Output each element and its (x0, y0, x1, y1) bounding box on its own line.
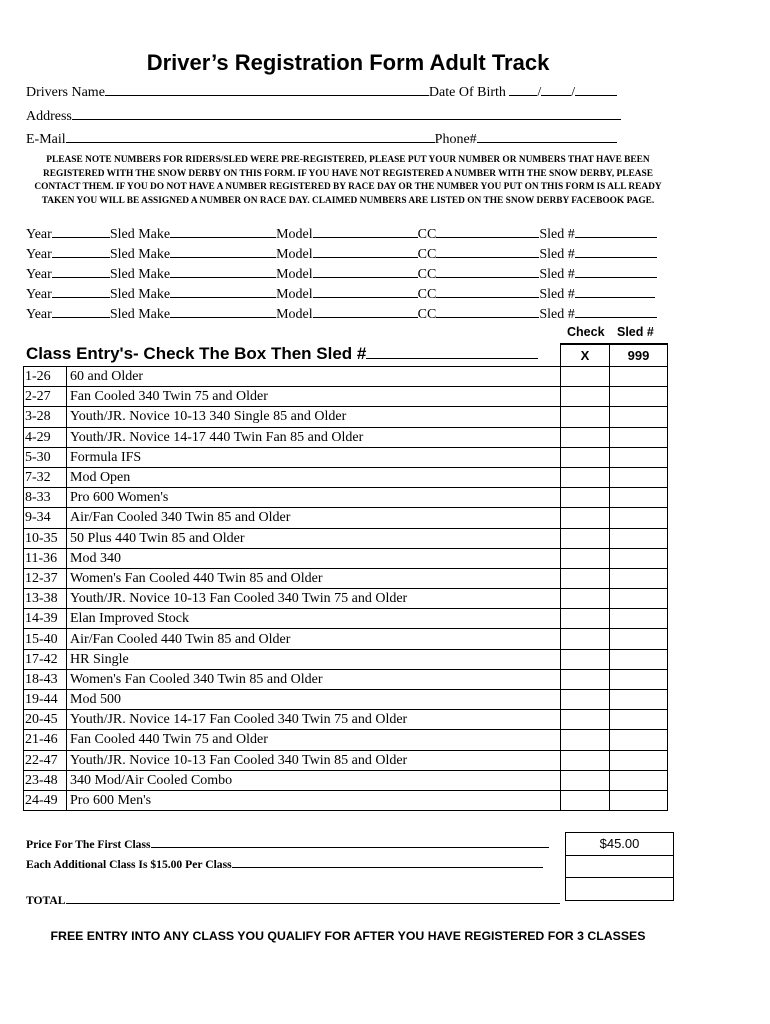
class-code: 20-45 (24, 710, 67, 730)
class-name: Youth/JR. Novice 10-13 Fan Cooled 340 Twin 75 and Older (67, 589, 561, 609)
class-sled-number-field[interactable] (610, 669, 668, 689)
example-sled-number: 999 (610, 344, 668, 367)
class-sled-number-field[interactable] (610, 730, 668, 750)
first-class-price-label: Price For The First Class (26, 838, 151, 851)
class-check-box[interactable] (561, 750, 610, 770)
sled-cc-field[interactable] (436, 265, 539, 278)
sled-number-field[interactable] (575, 225, 657, 238)
class-sled-number-field[interactable] (610, 770, 668, 790)
sled-make-label: Sled Make (109, 307, 171, 322)
sled-number-column-header: Sled # (617, 325, 654, 339)
class-code: 11-36 (24, 548, 67, 568)
sled-year-label: Year (26, 307, 52, 322)
additional-class-line (232, 857, 543, 868)
dob-separator: / (571, 85, 576, 100)
class-name: HR Single (67, 649, 561, 669)
class-row (24, 548, 668, 568)
example-check-mark: X (561, 344, 610, 367)
class-name: Formula IFS (67, 447, 561, 467)
class-check-box[interactable] (561, 710, 610, 730)
class-name: Air/Fan Cooled 440 Twin 85 and Older (67, 629, 561, 649)
class-code: 13-38 (24, 589, 67, 609)
check-column-header: Check (567, 325, 605, 339)
sled-make-field[interactable] (170, 285, 276, 298)
sled-model-field[interactable] (313, 245, 418, 258)
class-row (24, 649, 668, 669)
first-class-price-line (151, 837, 549, 848)
class-sled-number-field[interactable] (610, 467, 668, 487)
sled-info-row (26, 285, 655, 305)
address-field[interactable] (72, 107, 621, 120)
sled-number-label: Sled # (539, 307, 575, 322)
class-sled-number-field[interactable] (610, 427, 668, 447)
sled-number-field[interactable] (575, 265, 657, 278)
class-name: Youth/JR. Novice 14-17 Fan Cooled 340 Twin 75 and Older (67, 710, 561, 730)
sled-info-row (26, 265, 657, 285)
class-row (24, 387, 668, 407)
class-row (24, 669, 668, 689)
sled-model-label: Model (276, 227, 313, 242)
price-box (565, 832, 674, 901)
sled-model-label: Model (276, 287, 313, 302)
class-row (24, 589, 668, 609)
sled-cc-label: CC (417, 227, 437, 242)
class-row (24, 770, 668, 790)
class-check-box[interactable] (561, 447, 610, 467)
sled-model-field[interactable] (313, 225, 418, 238)
sled-year-field[interactable] (52, 285, 110, 298)
sled-cc-label: CC (417, 287, 437, 302)
sled-make-label: Sled Make (109, 227, 171, 242)
class-sled-number-field[interactable] (610, 790, 668, 810)
first-class-price-value: $45.00 (566, 833, 674, 856)
email-row (26, 130, 617, 148)
dob-year-field[interactable] (575, 83, 617, 96)
class-sled-number-field[interactable] (610, 508, 668, 528)
class-code: 4-29 (24, 427, 67, 447)
sled-number-label: Sled # (539, 287, 575, 302)
total-line (66, 893, 560, 904)
sled-year-label: Year (26, 227, 52, 242)
class-code: 2-27 (24, 387, 67, 407)
class-code: 3-28 (24, 407, 67, 427)
class-code: 17-42 (24, 649, 67, 669)
sled-cc-label: CC (417, 307, 437, 322)
drivers-name-label: Drivers Name (26, 85, 105, 100)
class-check-box[interactable] (561, 730, 610, 750)
sled-number-field[interactable] (575, 245, 657, 258)
sled-number-label: Sled # (539, 267, 575, 282)
class-row (24, 488, 668, 508)
dob-separator: / (537, 85, 542, 100)
class-name: Women's Fan Cooled 340 Twin 85 and Older (67, 669, 561, 689)
total-label: TOTAL (26, 894, 66, 907)
additional-class-amount-field[interactable] (566, 855, 674, 878)
sled-year-label: Year (26, 247, 52, 262)
class-sled-number-field[interactable] (610, 528, 668, 548)
sled-cc-field[interactable] (436, 285, 539, 298)
sled-make-field[interactable] (170, 225, 276, 238)
class-code: 5-30 (24, 447, 67, 467)
sled-cc-label: CC (417, 247, 437, 262)
sled-model-label: Model (276, 247, 313, 262)
sled-year-field[interactable] (52, 305, 110, 318)
class-entry-table (23, 343, 668, 811)
class-row (24, 710, 668, 730)
class-row (24, 790, 668, 810)
email-field[interactable] (66, 130, 435, 143)
class-check-box[interactable] (561, 770, 610, 790)
phone-field[interactable] (477, 130, 617, 143)
additional-class-row (26, 857, 543, 871)
first-class-price-row (26, 837, 549, 851)
class-sled-number-field[interactable] (610, 609, 668, 629)
class-row (24, 629, 668, 649)
class-row (24, 407, 668, 427)
class-check-box[interactable] (561, 528, 610, 548)
class-check-box[interactable] (561, 790, 610, 810)
sled-year-label: Year (26, 287, 52, 302)
sled-number-label: Sled # (539, 227, 575, 242)
class-row (24, 467, 668, 487)
sled-cc-field[interactable] (436, 305, 539, 318)
sled-model-label: Model (276, 307, 313, 322)
phone-label: Phone# (434, 132, 477, 147)
class-name: Fan Cooled 440 Twin 75 and Older (67, 730, 561, 750)
sled-info-row (26, 305, 657, 325)
class-code: 9-34 (24, 508, 67, 528)
sled-make-label: Sled Make (109, 287, 171, 302)
class-name: Women's Fan Cooled 440 Twin 85 and Older (67, 568, 561, 588)
class-name: Elan Improved Stock (67, 609, 561, 629)
class-code: 22-47 (24, 750, 67, 770)
class-code: 14-39 (24, 609, 67, 629)
sled-make-field[interactable] (170, 245, 276, 258)
class-row (24, 730, 668, 750)
sled-make-label: Sled Make (109, 267, 171, 282)
example-row (24, 344, 668, 367)
dob-month-field[interactable] (509, 83, 537, 96)
class-sled-number-field[interactable] (610, 649, 668, 669)
class-row (24, 447, 668, 467)
date-of-birth-label: Date Of Birth (428, 85, 506, 100)
class-sled-number-field[interactable] (610, 367, 668, 387)
class-row (24, 508, 668, 528)
dob-day-field[interactable] (541, 83, 571, 96)
class-row (24, 750, 668, 770)
class-check-box[interactable] (561, 548, 610, 568)
sled-make-field[interactable] (170, 265, 276, 278)
sled-year-field[interactable] (52, 265, 110, 278)
sled-year-field[interactable] (52, 225, 110, 238)
class-check-box[interactable] (561, 488, 610, 508)
sled-cc-field[interactable] (436, 225, 539, 238)
class-sled-number-field[interactable] (610, 568, 668, 588)
class-name: Fan Cooled 340 Twin 75 and Older (67, 387, 561, 407)
sled-info-row (26, 225, 657, 245)
class-check-box[interactable] (561, 649, 610, 669)
total-amount-field[interactable] (566, 878, 674, 901)
sled-make-field[interactable] (170, 305, 276, 318)
class-sled-number-field[interactable] (610, 387, 668, 407)
class-check-box[interactable] (561, 589, 610, 609)
class-name: Mod Open (67, 467, 561, 487)
class-row (24, 528, 668, 548)
class-code: 23-48 (24, 770, 67, 790)
class-check-box[interactable] (561, 629, 610, 649)
class-name: Mod 340 (67, 548, 561, 568)
class-name: Pro 600 Men's (67, 790, 561, 810)
email-label: E-Mail (26, 132, 66, 147)
total-row (26, 893, 560, 907)
class-row (24, 690, 668, 710)
registration-notice: PLEASE NOTE NUMBERS FOR RIDERS/SLED WERE PRE-REGISTERED, PLEASE PUT YOUR NUMBER OR NUMBERS THAT HAVE BEEN REGISTERED WITH THE SNOW DERBY ON THIS FORM. IF YOU HAVE NOT REGISTERED A NUMBER WITH THE SNOW DERBY, PLEASE CONTACT THEM. IF YOU DO NOT HAVE A NUMBER REGISTERED BY RACE DAY OR THE NUMBER YOU PUT ON THIS FORM IS ALL READY TAKEN YOU WILL BE ASSIGNED A NUMBER ON RACE DAY. CLAIMED NUMBERS ARE LISTED ON THE SNOW DERBY FACEBOOK PAGE. (34, 155, 662, 206)
sled-cc-label: CC (417, 267, 437, 282)
sled-number-field[interactable] (575, 305, 657, 318)
class-name: Pro 600 Women's (67, 488, 561, 508)
class-name: 60 and Older (67, 367, 561, 387)
class-row (24, 367, 668, 387)
drivers-name-field[interactable] (105, 83, 429, 96)
class-check-box[interactable] (561, 367, 610, 387)
form-title: Driver’s Registration Form Adult Track (146, 50, 550, 75)
class-sled-number-field[interactable] (610, 407, 668, 427)
sled-model-field[interactable] (313, 285, 418, 298)
class-check-box[interactable] (561, 407, 610, 427)
heading-spacer-cell (24, 344, 561, 367)
address-row (26, 107, 621, 125)
sled-make-label: Sled Make (109, 247, 171, 262)
class-sled-number-field[interactable] (610, 750, 668, 770)
class-check-box[interactable] (561, 427, 610, 447)
class-code: 1-26 (24, 367, 67, 387)
class-code: 7-32 (24, 467, 67, 487)
free-entry-note: FREE ENTRY INTO ANY CLASS YOU QUALIFY FOR AFTER YOU HAVE REGISTERED FOR 3 CLASSES (50, 929, 646, 943)
class-name: Air/Fan Cooled 340 Twin 85 and Older (67, 508, 561, 528)
sled-number-field[interactable] (575, 285, 655, 298)
class-check-box[interactable] (561, 387, 610, 407)
sled-year-field[interactable] (52, 245, 110, 258)
class-sled-number-field[interactable] (610, 690, 668, 710)
sled-model-field[interactable] (313, 305, 418, 318)
class-check-box[interactable] (561, 508, 610, 528)
class-code: 15-40 (24, 629, 67, 649)
class-row (24, 568, 668, 588)
class-check-box[interactable] (561, 690, 610, 710)
sled-number-label: Sled # (539, 247, 575, 262)
class-check-box[interactable] (561, 609, 610, 629)
class-name: Mod 500 (67, 690, 561, 710)
class-name: 340 Mod/Air Cooled Combo (67, 770, 561, 790)
class-name: Youth/JR. Novice 14-17 440 Twin Fan 85 and Older (67, 427, 561, 447)
sled-year-label: Year (26, 267, 52, 282)
sled-model-label: Model (276, 267, 313, 282)
address-label: Address (26, 109, 72, 124)
class-name: Youth/JR. Novice 10-13 340 Single 85 and Older (67, 407, 561, 427)
class-entry-heading-text: Class Entry's- Check The Box Then Sled # (26, 344, 367, 363)
class-code: 8-33 (24, 488, 67, 508)
class-code: 21-46 (24, 730, 67, 750)
class-sled-number-field[interactable] (610, 710, 668, 730)
class-code: 24-49 (24, 790, 67, 810)
drivers-name-row (26, 83, 617, 101)
sled-cc-field[interactable] (436, 245, 539, 258)
class-code: 19-44 (24, 690, 67, 710)
additional-class-label: Each Additional Class Is $15.00 Per Class (26, 858, 232, 871)
class-check-box[interactable] (561, 669, 610, 689)
class-row (24, 609, 668, 629)
class-code: 10-35 (24, 528, 67, 548)
class-sled-number-field[interactable] (610, 488, 668, 508)
class-check-box[interactable] (561, 467, 610, 487)
class-code: 12-37 (24, 568, 67, 588)
class-sled-number-field[interactable] (610, 589, 668, 609)
sled-info-row (26, 245, 657, 265)
class-code: 18-43 (24, 669, 67, 689)
class-sled-number-field[interactable] (610, 447, 668, 467)
class-name: 50 Plus 440 Twin 85 and Older (67, 528, 561, 548)
sled-model-field[interactable] (313, 265, 418, 278)
class-check-box[interactable] (561, 568, 610, 588)
class-sled-number-field[interactable] (610, 548, 668, 568)
class-sled-number-field[interactable] (610, 629, 668, 649)
class-name: Youth/JR. Novice 10-13 Fan Cooled 340 Twin 85 and Older (67, 750, 561, 770)
class-row (24, 427, 668, 447)
